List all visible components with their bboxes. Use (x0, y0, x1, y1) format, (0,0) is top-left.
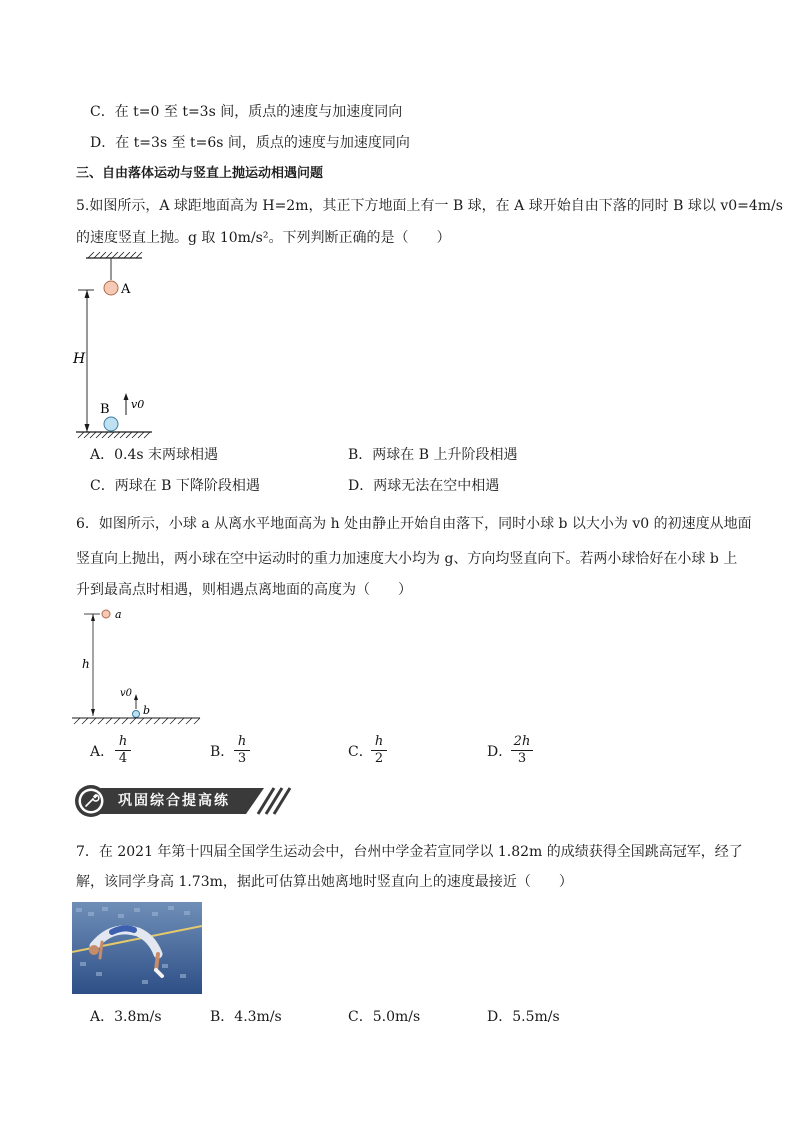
ball-a-small (102, 610, 110, 618)
label-small-h: h (82, 657, 90, 671)
q6-stem-line2: 竖直向上抛出，两小球在空中运动时的重力加速度大小均为 g、方向均竖直向下。若两小球恰好在小球 b 上 (76, 551, 738, 567)
q7-stem-line2: 解，该同学身高 1.73m，据此可估算出她离地时竖直向上的速度最接近（ ） (76, 874, 573, 890)
q5-option-a: A．0.4s 末两球相遇 (90, 447, 219, 463)
ball-b-small (133, 711, 140, 718)
label-small-v0: v0 (120, 688, 133, 699)
label-a: A (121, 282, 131, 297)
q6-figure (70, 604, 204, 726)
q6-stem-line3: 升到最高点时相遇，则相遇点离地面的高度为（ ） (76, 582, 412, 598)
label-b: B (100, 402, 110, 417)
q6-option-a-letter: A． (90, 744, 115, 760)
q6-option-d-letter: D． (487, 744, 513, 760)
label-small-a: a (115, 608, 122, 621)
q7-option-c: C．5.0m/s (348, 1009, 421, 1025)
q6-option-d-den: 3 (517, 751, 527, 766)
q6-option-c-fraction (370, 734, 388, 767)
q7-option-a: A．3.8m/s (90, 1009, 162, 1025)
q7-option-d: D．5.5m/s (487, 1009, 560, 1025)
q5-option-b: B．两球在 B 上升阶段相遇 (348, 447, 518, 463)
q5-stem-line2: 的速度竖直上抛。g 取 10m/s²。下列判断正确的是（ ） (76, 230, 451, 246)
q5-option-c: C．两球在 B 下降阶段相遇 (90, 478, 260, 494)
section-banner (74, 784, 294, 818)
q5-stem-line1: 5.如图所示，A 球距地面高为 H=2m，其正下方地面上有一 B 球，在 A 球开始自由下落的同时 B 球以 v0=4m/s (76, 198, 783, 214)
q7-option-b: B．4.3m/s (210, 1009, 282, 1025)
q4-option-d: D．在 t=3s 至 t=6s 间，质点的速度与加速度同向 (90, 135, 410, 151)
q6-option-d-fraction (510, 734, 534, 767)
q6-option-b-num: h (237, 734, 247, 749)
q5-option-d: D．两球无法在空中相遇 (348, 478, 500, 494)
q6-option-b-letter: B． (210, 744, 235, 760)
banner-title: 巩固综合提高练 (118, 793, 230, 809)
q6-stem-line1: 6．如图所示，小球 a 从离水平地面高为 h 处由静止开始自由落下，同时小球 b 以大小为 v0 的初速度从地面 (76, 516, 752, 532)
ball-b (104, 417, 118, 431)
q5-figure (70, 250, 170, 440)
label-v0: v0 (131, 398, 145, 411)
q6-option-a-fraction (114, 734, 132, 767)
ball-a (104, 281, 118, 295)
label-h: H (73, 351, 86, 367)
q7-stem-line1: 7．在 2021 年第十四届全国学生运动会中，台州中学金若宣同学以 1.82m 的成绩获得全国跳高冠军，经了 (76, 844, 743, 860)
q6-option-d-num: 2h (513, 734, 531, 749)
q6-option-a-num: h (118, 734, 128, 749)
label-small-b: b (143, 704, 151, 717)
wrench-icon (81, 791, 101, 811)
q6-option-c-den: 2 (374, 751, 384, 766)
q6-option-b-den: 3 (237, 751, 247, 766)
section-heading: 三、自由落体运动与竖直上抛运动相遇问题 (76, 166, 324, 181)
q6-option-b-fraction (233, 734, 251, 767)
high-jump-photo (72, 902, 202, 994)
q4-option-c: C．在 t=0 至 t=3s 间，质点的速度与加速度同向 (90, 104, 403, 120)
q6-option-a-den: 4 (118, 751, 128, 766)
q6-option-c-num: h (374, 734, 384, 749)
q6-option-c-letter: C． (348, 744, 373, 760)
